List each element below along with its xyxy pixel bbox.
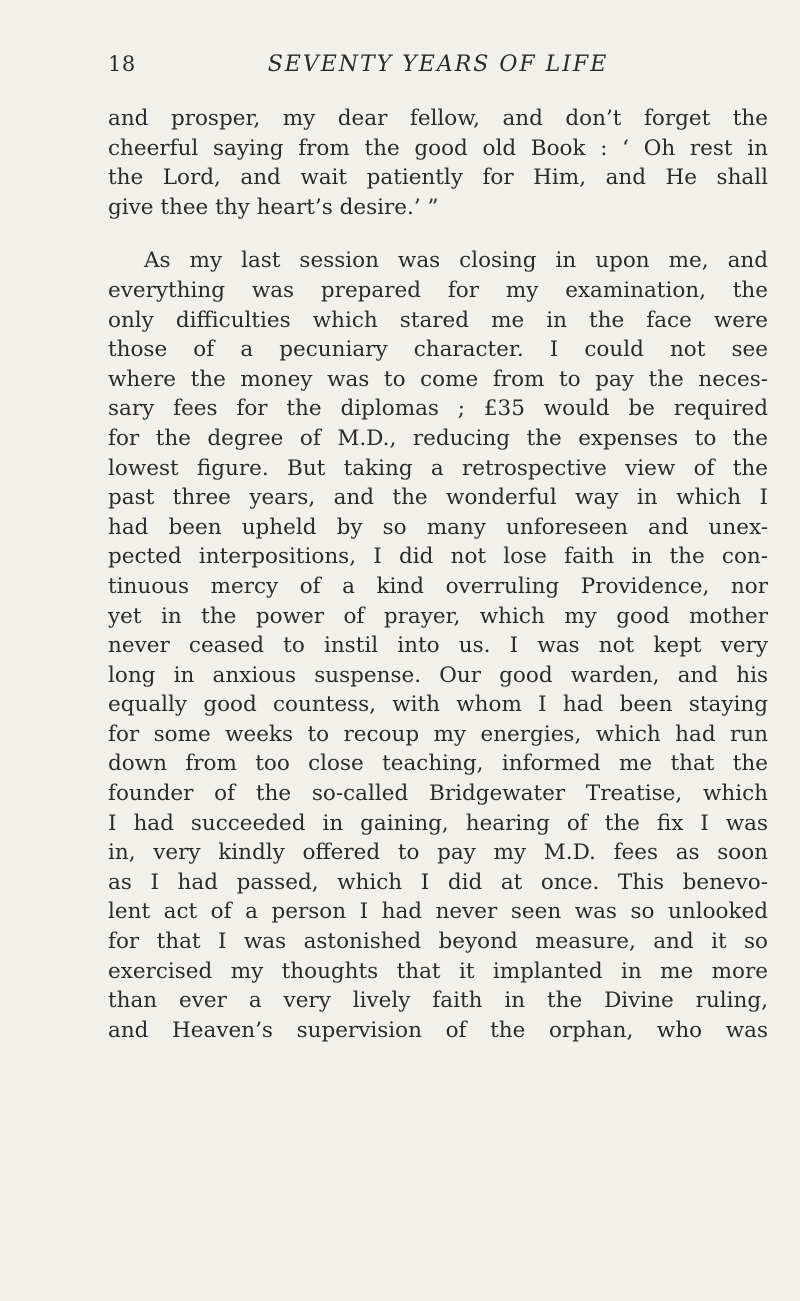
page-number: 18: [108, 52, 136, 76]
text-line: long in anxious suspense. Our good warden, and his: [108, 662, 768, 688]
text-line: for some weeks to recoup my energies, which had run: [108, 721, 768, 747]
text-line: give thee thy heart’s desire.’ ”: [108, 194, 439, 220]
running-head: SEVENTY YEARS OF LIFE: [267, 52, 609, 77]
text-line: lowest figure. But taking a retrospective view of the: [108, 455, 768, 481]
text-line: had been upheld by so many unforeseen and unex-: [108, 514, 768, 540]
text-line: in, very kindly offered to pay my M.D. fees as soon: [108, 840, 768, 866]
text-line: I had succeeded in gaining, hearing of the fix I was: [108, 810, 768, 836]
text-line: exercised my thoughts that it implanted in me more: [108, 958, 768, 984]
text-line: yet in the power of prayer, which my good mother: [108, 603, 768, 629]
text-line: tinuous mercy of a kind overruling Providence, nor: [108, 573, 768, 599]
paragraph-2: [108, 246, 768, 1045]
body-text: [108, 104, 768, 1045]
text-line: pected interpositions, I did not lose faith in the con-: [108, 544, 768, 570]
text-line: for that I was astonished beyond measure, and it so: [108, 929, 768, 955]
text-line: than ever a very lively faith in the Divine ruling,: [108, 988, 768, 1014]
text-line: the Lord, and wait patiently for Him, and He shall: [108, 165, 768, 191]
text-line: down from too close teaching, informed me that the: [108, 751, 768, 777]
paragraph-1: [108, 104, 768, 222]
text-line: those of a pecuniary character. I could not see: [108, 337, 768, 363]
text-line: equally good countess, with whom I had been staying: [108, 692, 768, 718]
text-line: lent act of a person I had never seen was so unlooked: [108, 899, 768, 925]
text-line: cheerful saying from the good old Book : ‘ Oh rest in: [108, 135, 768, 161]
text-line: only difficulties which stared me in the face were: [108, 307, 768, 333]
text-line: everything was prepared for my examination, the: [108, 277, 768, 303]
text-line: never ceased to instil into us. I was not kept very: [108, 633, 768, 659]
text-line: founder of the so-called Bridgewater Treatise, which: [108, 781, 768, 807]
page-header: [108, 52, 768, 86]
text-line: and Heaven’s supervision of the orphan, who was: [108, 1017, 768, 1043]
text-line: As my last session was closing in upon me, and: [144, 248, 768, 274]
text-line: past three years, and the wonderful way in which I: [108, 485, 768, 511]
text-line: where the money was to come from to pay the neces-: [108, 366, 768, 392]
text-line: sary fees for the diplomas ; £35 would be required: [108, 396, 768, 422]
text-line: for the degree of M.D., reducing the expenses to the: [108, 425, 768, 451]
text-line: as I had passed, which I did at once. This benevo-: [108, 869, 768, 895]
text-line: and prosper, my dear fellow, and don’t forget the: [108, 106, 768, 131]
